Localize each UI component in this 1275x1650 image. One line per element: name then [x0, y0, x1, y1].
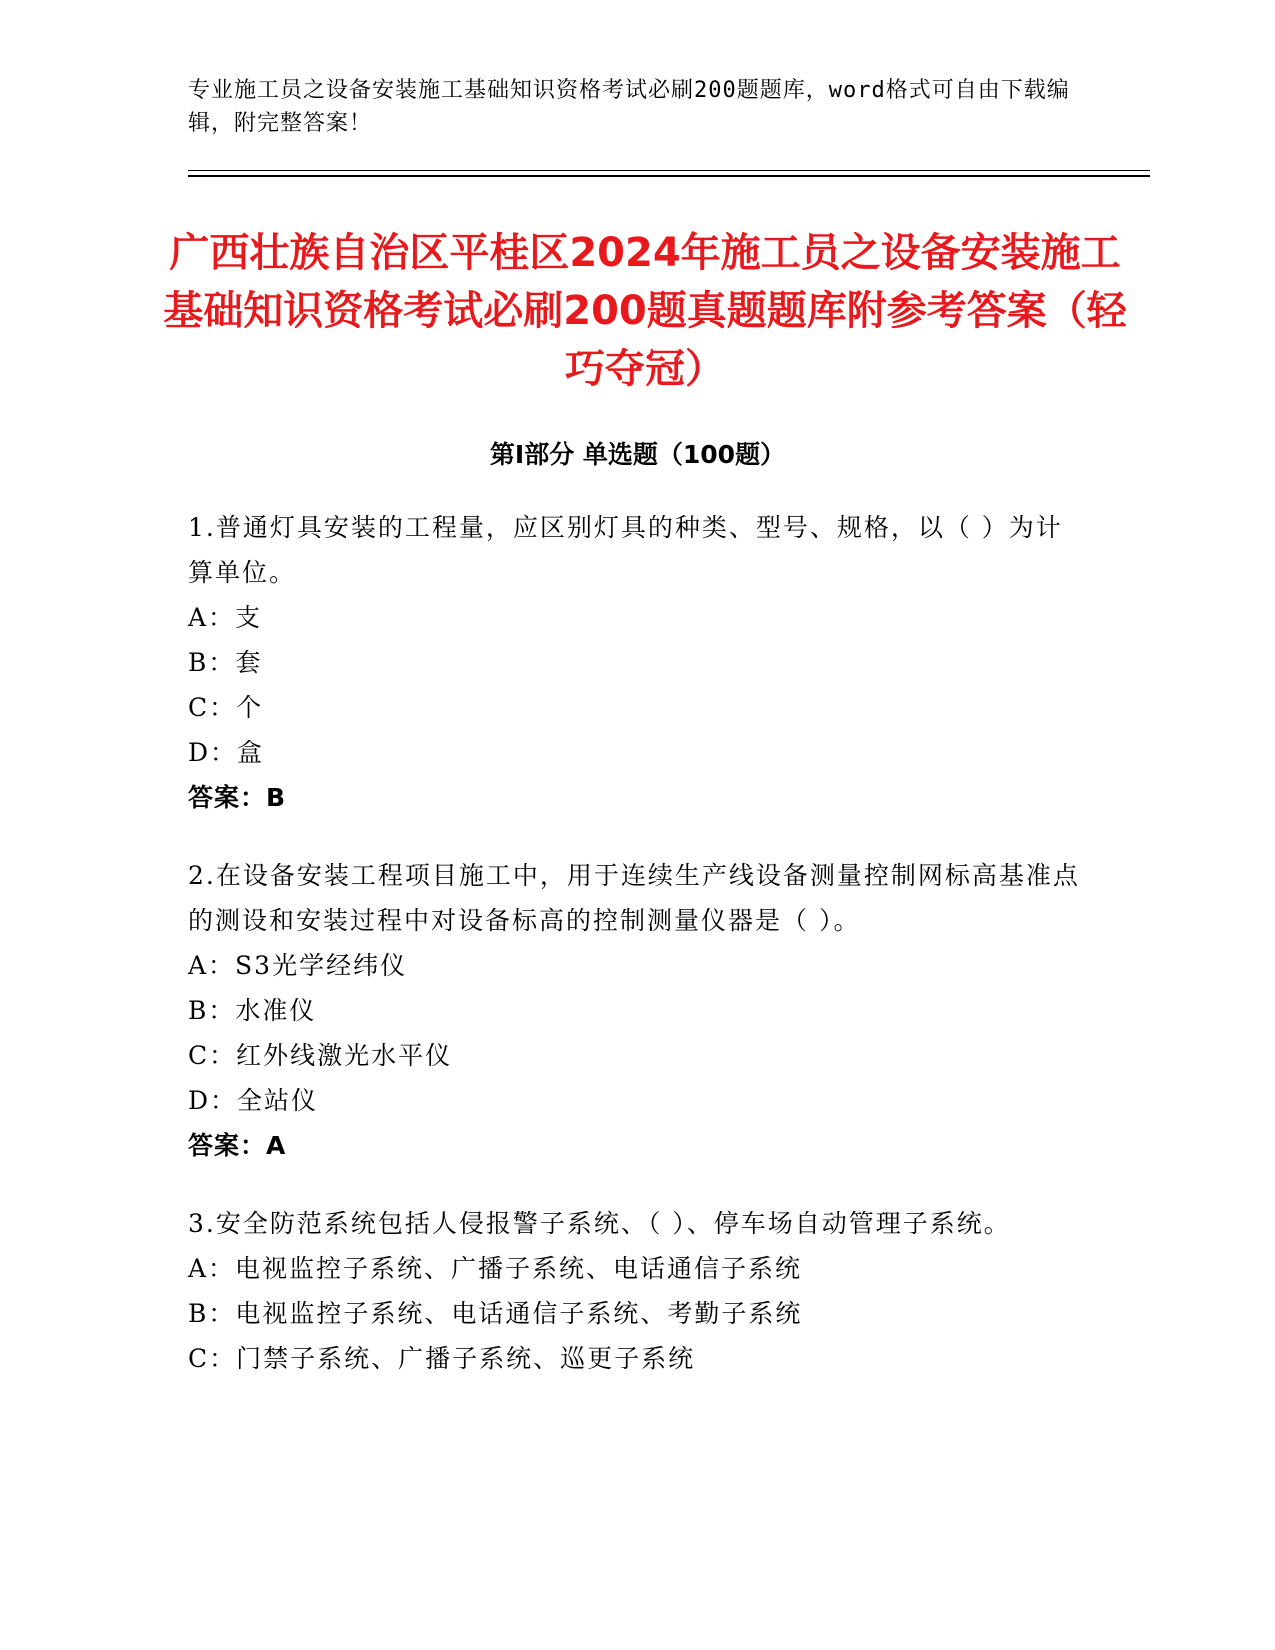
option-b: B：套	[188, 648, 263, 677]
answer: 答案：B	[188, 783, 287, 812]
document-title: 广西壮族自治区平桂区2024年施工员之设备安装施工基础知识资格考试必刷200题真题题库附参考答案（轻巧夺冠）	[163, 230, 1127, 392]
option-c: C：红外线激光水平仪	[188, 1041, 453, 1070]
header-divider-thin	[188, 170, 1150, 171]
option-a: A：S3光学经纬仪	[188, 951, 408, 980]
option-b: B：电视监控子系统、电话通信子系统、考勤子系统	[188, 1299, 803, 1328]
answer: 答案：A	[188, 1131, 287, 1160]
option-a: A：支	[188, 603, 263, 632]
question-1	[188, 505, 1088, 820]
question-stem: 2.在设备安装工程项目施工中，用于连续生产线设备测量控制网标高基准点的测设和安装过程中对设备标高的控制测量仪器是（ ）。	[188, 861, 1080, 935]
question-stem: 3.安全防范系统包括人侵报警子系统、（ ）、停车场自动管理子系统。	[188, 1209, 1011, 1238]
option-d: D：全站仪	[188, 1086, 319, 1115]
header-divider-thick	[188, 175, 1150, 177]
option-c: C：个	[188, 693, 264, 722]
option-d: D：盒	[188, 738, 265, 767]
question-stem: 1.普通灯具安装的工程量，应区别灯具的种类、型号、规格，以（ ）为计算单位。	[188, 513, 1063, 587]
option-b: B：水准仪	[188, 996, 317, 1025]
question-3	[188, 1201, 1088, 1381]
section-heading: 第Ⅰ部分 单选题（100题）	[489, 440, 786, 469]
question-2	[188, 853, 1088, 1168]
option-a: A：电视监控子系统、广播子系统、电话通信子系统	[188, 1254, 803, 1283]
option-c: C：门禁子系统、广播子系统、巡更子系统	[188, 1344, 696, 1373]
header-note: 专业施工员之设备安装施工基础知识资格考试必刷200题题库，word格式可自由下载编辑，附完整答案！	[188, 78, 1070, 136]
